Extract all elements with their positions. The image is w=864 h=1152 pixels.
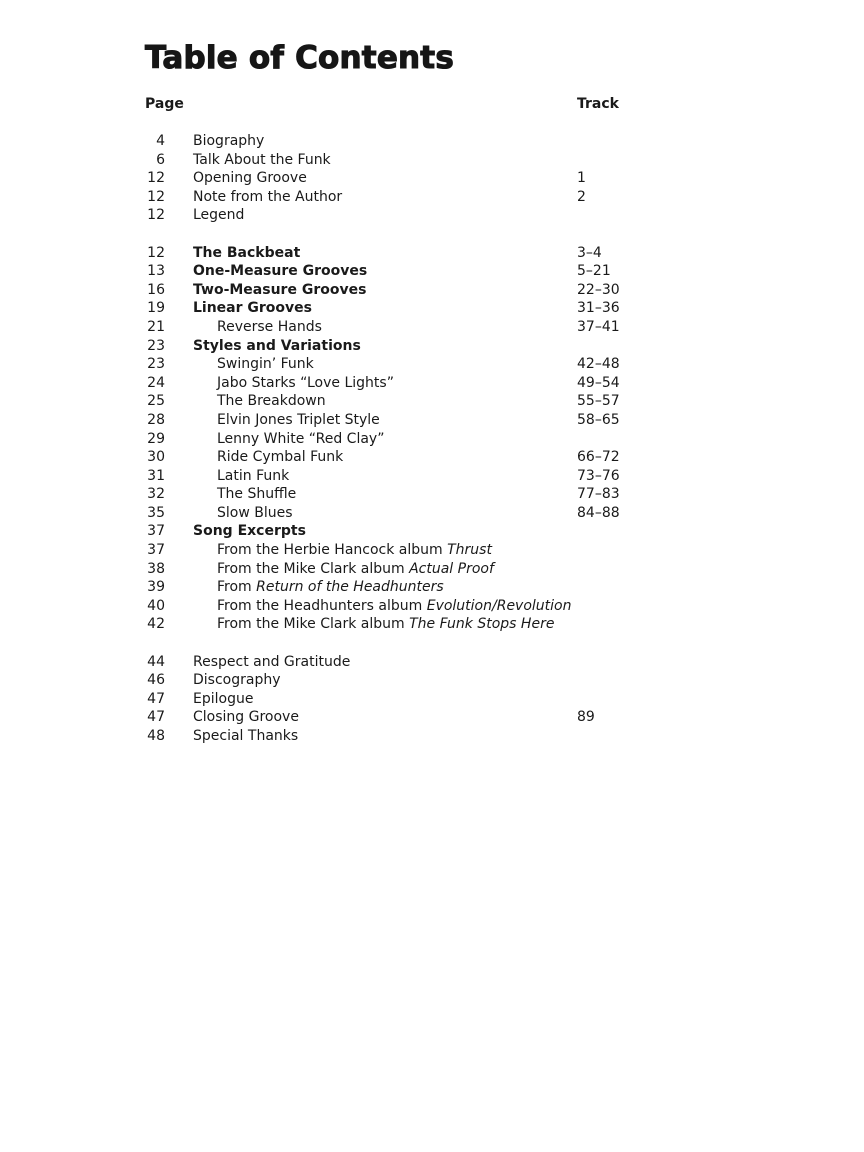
toc-title-text: From the Mike Clark album	[217, 560, 410, 577]
toc-row	[0, 578, 864, 597]
toc-page-number: 44	[147, 653, 165, 670]
toc-row	[0, 206, 864, 225]
toc-row	[0, 560, 864, 579]
toc-section-title: One-Measure Grooves	[193, 263, 368, 280]
toc-row	[0, 671, 864, 690]
toc-title: Legend	[193, 207, 245, 224]
toc-title: Closing Groove	[193, 709, 299, 726]
toc-page-number: 38	[147, 560, 165, 577]
track-column-header: Track	[577, 96, 619, 112]
toc-row	[0, 374, 864, 393]
toc-track: 5–21	[577, 263, 611, 280]
toc-list	[0, 132, 864, 746]
toc-track: 37–41	[577, 318, 620, 335]
toc-row	[0, 281, 864, 300]
toc-row	[0, 708, 864, 727]
toc-subsection-title: Latin Funk	[217, 467, 290, 484]
page-title: Table of Contents	[145, 40, 454, 76]
toc-row	[0, 653, 864, 672]
toc-page-number: 16	[147, 281, 165, 298]
toc-page-number: 23	[147, 337, 165, 354]
toc-page-number: 12	[147, 207, 165, 224]
toc-row	[0, 132, 864, 151]
toc-row	[0, 615, 864, 634]
toc-row	[0, 522, 864, 541]
toc-page-number: 37	[147, 523, 165, 540]
toc-row	[0, 541, 864, 560]
toc-track: 77–83	[577, 486, 620, 503]
toc-row	[0, 337, 864, 356]
toc-page-number: 29	[147, 430, 165, 447]
toc-track: 58–65	[577, 411, 620, 428]
toc-page-number: 39	[147, 579, 165, 596]
toc-section-title: Two-Measure Grooves	[193, 281, 367, 298]
toc-album-title: Evolution/Revolution	[426, 597, 572, 614]
toc-title: Discography	[193, 672, 281, 689]
toc-album-title: Actual Proof	[409, 560, 494, 577]
toc-row	[0, 244, 864, 263]
toc-title: Biography	[193, 133, 265, 149]
toc-row	[0, 727, 864, 746]
toc-track: 66–72	[577, 449, 620, 466]
toc-page-number: 32	[147, 486, 165, 503]
toc-subsection-title	[217, 597, 571, 616]
toc-title: Talk About the Funk	[193, 151, 331, 168]
toc-row	[0, 262, 864, 281]
toc-row	[0, 299, 864, 318]
toc-page-number: 30	[147, 449, 165, 466]
toc-track: 1	[577, 170, 586, 187]
toc-track: 42–48	[577, 356, 620, 373]
toc-row	[0, 467, 864, 486]
toc-page-number: 12	[147, 188, 165, 205]
toc-page-number: 4	[156, 133, 165, 149]
toc-subsection-title	[217, 560, 494, 579]
page-column-header: Page	[145, 96, 184, 112]
toc-subsection-title	[217, 615, 554, 634]
toc-page-number: 24	[147, 374, 165, 391]
toc-track: 22–30	[577, 281, 620, 298]
toc-title: Respect and Gratitude	[193, 653, 351, 670]
toc-page-number: 47	[147, 690, 165, 707]
toc-subsection-title: Ride Cymbal Funk	[217, 449, 344, 466]
toc-track: 49–54	[577, 374, 620, 391]
toc-subsection-title: Lenny White “Red Clay”	[217, 430, 385, 447]
toc-row	[0, 151, 864, 170]
toc-track: 84–88	[577, 504, 620, 521]
toc-page-number: 31	[147, 467, 165, 484]
toc-track: 89	[577, 709, 595, 726]
toc-title: Opening Groove	[193, 170, 307, 187]
toc-page-number: 21	[147, 318, 165, 335]
toc-row	[0, 430, 864, 449]
toc-page-number: 35	[147, 504, 165, 521]
toc-row	[0, 411, 864, 430]
toc-row	[0, 318, 864, 337]
toc-subsection-title	[217, 578, 444, 597]
toc-row	[0, 448, 864, 467]
toc-page-number: 23	[147, 356, 165, 373]
toc-page-number: 47	[147, 709, 165, 726]
toc-row	[0, 690, 864, 709]
toc-title-text: From the Herbie Hancock album	[217, 542, 448, 559]
toc-title: Epilogue	[193, 690, 254, 707]
toc-section-title: The Backbeat	[193, 244, 301, 261]
toc-title: Special Thanks	[193, 728, 299, 744]
toc-subsection-title: Reverse Hands	[217, 318, 322, 335]
toc-title: Note from the Author	[193, 188, 343, 205]
toc-page-number: 6	[156, 151, 165, 168]
toc-row	[0, 392, 864, 411]
toc-page-number: 12	[147, 170, 165, 187]
toc-album-title: Thrust	[447, 542, 492, 559]
toc-album-title: The Funk Stops Here	[409, 616, 555, 633]
toc-page-number: 42	[147, 616, 165, 633]
toc-row	[0, 169, 864, 188]
toc-track: 73–76	[577, 467, 620, 484]
toc-subsection-title: Slow Blues	[217, 504, 293, 521]
toc-track: 3–4	[577, 244, 602, 261]
toc-track: 31–36	[577, 300, 620, 317]
toc-page-number: 19	[147, 300, 165, 317]
toc-row	[0, 485, 864, 504]
toc-section-title: Styles and Variations	[193, 337, 361, 354]
toc-row	[0, 188, 864, 207]
toc-section-title: Linear Grooves	[193, 300, 312, 317]
toc-page-number: 40	[147, 597, 165, 614]
toc-track: 55–57	[577, 393, 620, 410]
toc-title-text: From	[217, 579, 257, 596]
toc-subsection-title: The Breakdown	[217, 393, 326, 410]
toc-section-title: Song Excerpts	[193, 523, 306, 540]
toc-page-number: 12	[147, 244, 165, 261]
toc-page-number: 46	[147, 672, 165, 689]
toc-page-number: 48	[147, 728, 165, 744]
toc-subsection-title: The Shuffle	[217, 486, 297, 503]
toc-subsection-title	[217, 541, 492, 560]
toc-row	[0, 597, 864, 616]
toc-album-title: Return of the Headhunters	[256, 579, 444, 596]
toc-page-number: 37	[147, 542, 165, 559]
toc-page-number: 25	[147, 393, 165, 410]
toc-subsection-title: Jabo Starks “Love Lights”	[217, 374, 394, 391]
toc-subsection-title: Swingin’ Funk	[217, 356, 314, 373]
toc-subsection-title: Elvin Jones Triplet Style	[217, 411, 380, 428]
toc-page-number: 28	[147, 411, 165, 428]
toc-track: 2	[577, 188, 586, 205]
toc-page-number: 13	[147, 263, 165, 280]
toc-title-text: From the Headhunters album	[217, 597, 427, 614]
toc-row	[0, 504, 864, 523]
toc-title-text: From the Mike Clark album	[217, 616, 410, 633]
toc-row	[0, 355, 864, 374]
